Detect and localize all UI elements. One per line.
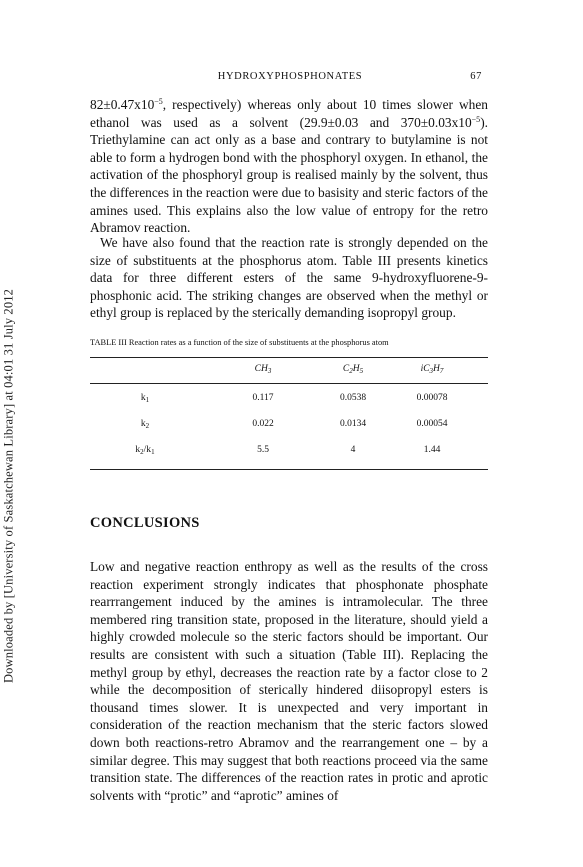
table-caption	[90, 338, 488, 347]
section-heading-conclusions: CONCLUSIONS	[90, 515, 200, 531]
column-header-methyl: $CH_3$	[254, 364, 272, 375]
text-fragment: ). Triethylamine can act only as a base and contrary to butylamine is not able to form a hydrogen bond with the phosphoryl oxygen. In ethanol, the activation of the phosphoryl group is realised mainly by the solvent, thus the differences in the reaction were due to basisity and steric factors of the amines used. This explains also the low value of entropy for the retro Abramov reaction.	[90, 114, 488, 236]
download-note: Downloaded by [University of Saskatchewan Library] at 04:01 31 July 2012	[1, 288, 16, 683]
download-watermark	[0, 0, 20, 867]
paragraph-substituent-size	[90, 234, 488, 322]
row-label-k2: $k_2$	[140, 419, 150, 430]
table-cell: 4	[350, 445, 356, 455]
page-number: 67	[470, 71, 482, 82]
paragraph-text: Low and negative reaction enthropy as well as the results of the cross reaction experiment strongly indicates that phosphonate phosphate rearrrangement induced by the amines is intramolecular. The three membered ring transition state, proposed in the literature, should yield a highly crowded molecule so the steric factors should be important. Our results are consistent with such a situation (Table III). Replacing the methyl group by ethyl, decreases the reaction rate by a factor close to 2 while the decomposition of sterically hindered diisopropyl esters is thousand times slower. It is unexpected and very important in consideration of the reaction mechanism that the steric factors slowed down both reactions-retro Abramov and the rearrangement one – by a similar degree. This may suggest that both reactions proceed via the same transition state. The differences of the reaction rates in protic and aprotic solvents with “protic” and “aprotic” amines of	[90, 559, 488, 803]
table-cell: 0.00054	[416, 419, 448, 429]
table-cell: 0.0538	[339, 393, 367, 403]
row-label-k1: $k_1$	[140, 393, 150, 404]
text-fragment: 82±0.47x10	[90, 97, 155, 112]
table-cell: 0.117	[252, 393, 274, 403]
table-cell: 1.44	[423, 445, 441, 455]
table-bottom-rule	[90, 469, 488, 470]
table-caption-text: Reaction rates as a function of the size of substituents at the phosphorus atom	[128, 338, 389, 347]
table-cell: 0.00078	[416, 393, 448, 403]
superscript: −5	[154, 97, 163, 106]
table-header-rule	[90, 383, 488, 384]
paragraph-conclusions	[90, 558, 488, 804]
superscript: −5	[471, 114, 481, 124]
table-cell: 5.5	[257, 445, 269, 455]
running-title: HYDROXYPHOSPHONATES	[217, 71, 363, 82]
text-fragment: , respectively) whereas only about 10 times slower when ethanol was used as a solvent (29.9±0.03 and 370±0.03x10	[90, 97, 488, 130]
paragraph-rate-comparison	[90, 96, 488, 237]
paragraph-text: We have also found that the reaction rate is strongly depended on the size of substituents at the phosphorus atom. Table III presents kinetics data for three different esters of the same 9-hydroxyfluorene-9-phosphonic acid. The striking changes are observed when the methyl or ethyl group is replaced by the sterically demanding isopropyl group.	[90, 235, 488, 321]
table-top-rule	[90, 357, 488, 358]
column-header-isopropyl: $iC_3H_7$	[420, 364, 444, 375]
table-caption-label: TABLE III	[90, 338, 127, 347]
table-cell: 0.022	[252, 419, 274, 429]
row-label-ratio: $k_2/k_1$	[135, 445, 155, 456]
table-cell: 0.0134	[339, 419, 367, 429]
column-header-ethyl: $C_2H_5$	[342, 364, 364, 375]
